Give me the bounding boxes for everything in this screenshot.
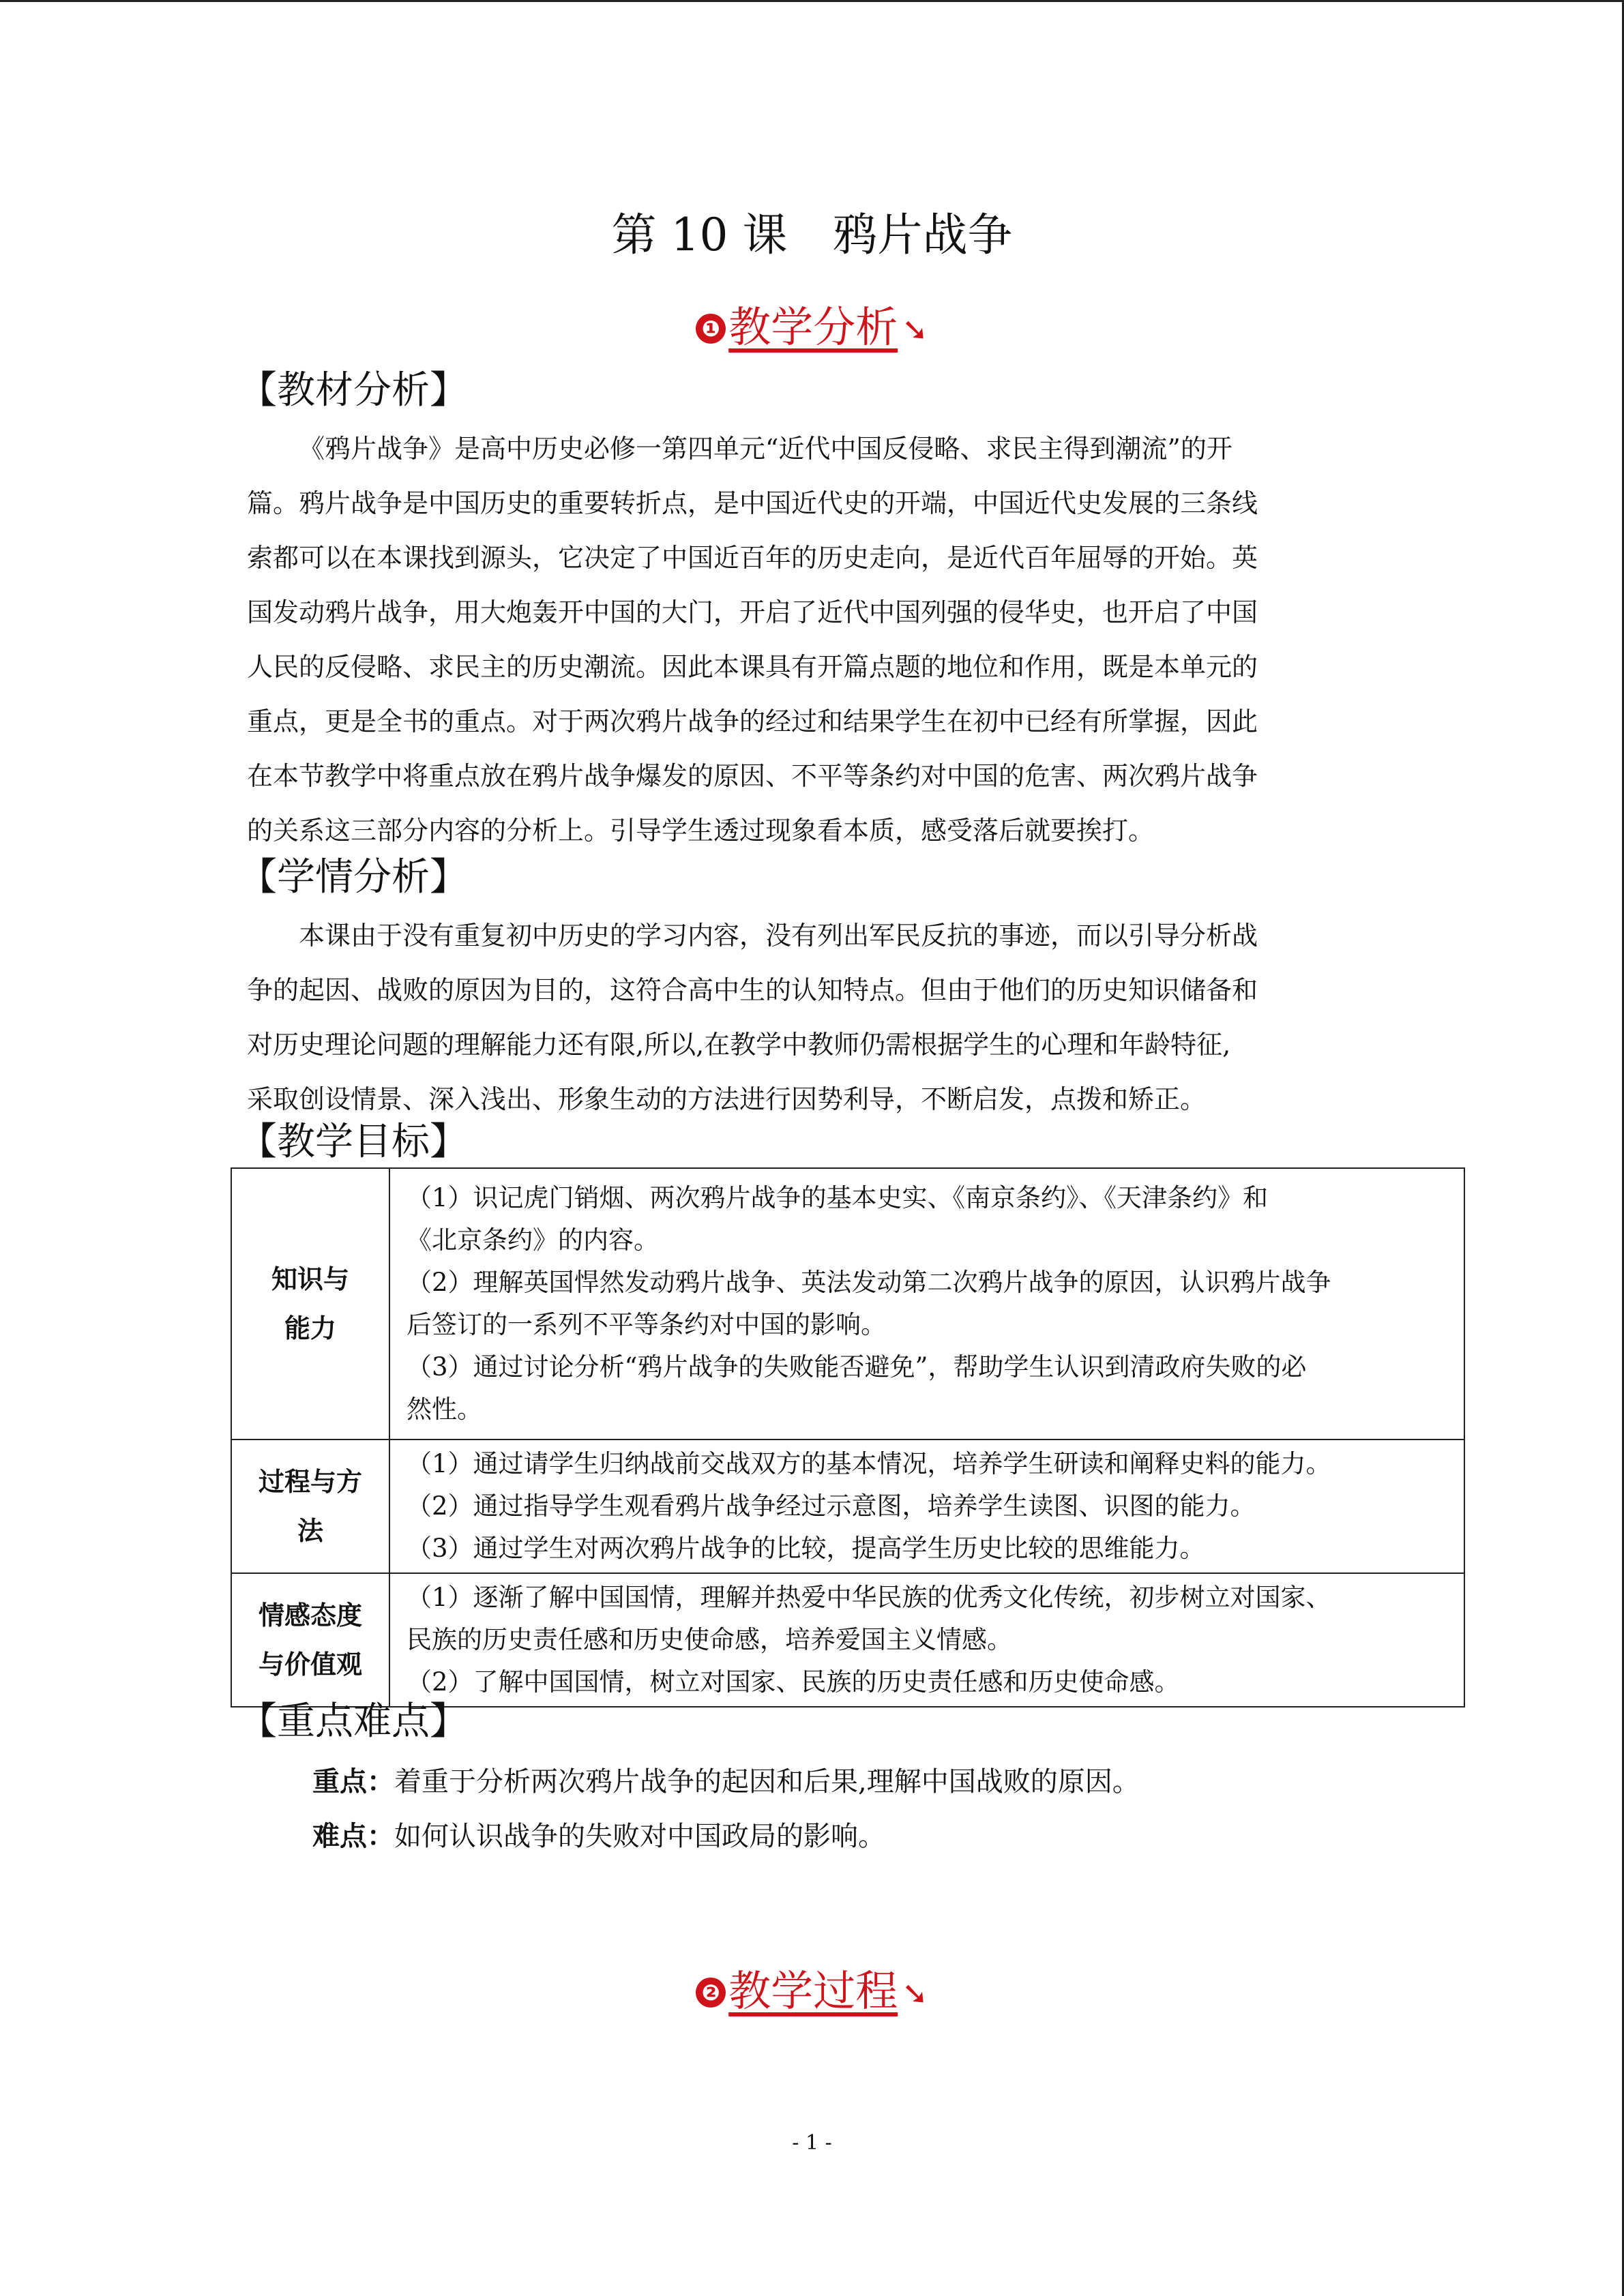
line-text: 采取创设情景、深入浅出、形象生动的方法进行因势利导，不断启发，点拨和矫正。 — [247, 1084, 1207, 1114]
line-text: 《鸦片战争》是高中历史必修一第四单元“近代中国反侵略、求民主得到潮流”的开 — [299, 434, 1232, 464]
difficulty-label: 难点： — [312, 1821, 394, 1852]
goal-line: （2）了解中国国情，树立对国家、民族的历史责任感和历史使命感。 — [407, 1667, 1180, 1697]
heading-goals: 【教学目标】 — [239, 1120, 468, 1164]
category-line: 能力 — [284, 1313, 336, 1343]
number-badge-icon: ❷ — [696, 1978, 726, 2008]
paragraph-line — [247, 640, 1379, 694]
arrow-icon: ➘ — [902, 1975, 928, 2012]
line-text: 国发动鸦片战争，用大炮轰开中国的大门，开启了近代中国列强的侵华史，也开启了中国 — [247, 597, 1258, 627]
goals-category — [231, 1440, 389, 1573]
heading-learner: 【学情分析】 — [239, 855, 468, 899]
goal-line: （3）通过讨论分析“鸦片战争的失败能否避免”，帮助学生认识到清政府失败的必 — [407, 1352, 1307, 1382]
goal-line: （1）识记虎门销烟、两次鸦片战争的基本史实、《南京条约》、《天津条约》和 — [407, 1183, 1269, 1212]
goals-content — [389, 1573, 1464, 1707]
page-border-top — [0, 0, 1624, 2]
focus-label: 重点： — [312, 1766, 394, 1798]
line-text: 篇。鸦片战争是中国历史的重要转折点，是中国近代史的开端，中国近代史发展的三条线 — [247, 488, 1258, 518]
goals-table — [231, 1167, 1465, 1708]
material-paragraph — [247, 421, 1379, 858]
goal-line: （2）理解英国悍然发动鸦片战争、英法发动第二次鸦片战争的原因，认识鸦片战争 — [407, 1268, 1331, 1297]
goal-line: 然性。 — [407, 1395, 482, 1424]
arrow-icon: ➘ — [902, 311, 928, 348]
goals-content — [389, 1168, 1464, 1440]
key-point-difficulty — [312, 1813, 885, 1860]
goals-row-knowledge — [231, 1168, 1464, 1440]
paragraph-line — [247, 531, 1379, 585]
section-label: 教学分析 — [728, 302, 898, 352]
number-badge-icon: ❶ — [696, 314, 726, 344]
goal-line: （3）通过学生对两次鸦片战争的比较，提高学生历史比较的思维能力。 — [407, 1534, 1205, 1563]
section-label: 教学过程 — [728, 1966, 898, 2016]
section-header-process — [0, 1964, 1624, 2021]
line-text: 索都可以在本课找到源头，它决定了中国近百年的历史走向，是近代百年屈辱的开始。英 — [247, 543, 1258, 573]
category-line: 法 — [297, 1516, 323, 1546]
line-text: 争的起因、战败的原因为目的，这符合高中生的认知特点。但由于他们的历史知识储备和 — [247, 975, 1258, 1005]
line-text: 人民的反侵略、求民主的历史潮流。因此本课具有开篇点题的地位和作用，既是本单元的 — [247, 652, 1258, 682]
goals-category — [231, 1573, 389, 1707]
category-line: 情感态度 — [258, 1600, 362, 1630]
key-point-focus — [312, 1758, 1140, 1806]
paragraph-line — [247, 908, 1379, 963]
line-text: 在本节教学中将重点放在鸦片战争爆发的原因、不平等条约对中国的危害、两次鸦片战争 — [247, 761, 1258, 791]
paragraph-line — [247, 585, 1379, 640]
heading-material: 【教材分析】 — [239, 368, 468, 413]
goal-line: 《北京条约》的内容。 — [407, 1225, 659, 1255]
paragraph-line — [247, 749, 1379, 803]
difficulty-text: 如何认识战争的失败对中国政局的影响。 — [394, 1821, 885, 1852]
section-header-analysis — [0, 300, 1624, 357]
line-text: 的关系这三部分内容的分析上。引导学生透过现象看本质，感受落后就要挨打。 — [247, 816, 1155, 846]
goals-category — [231, 1168, 389, 1440]
paragraph-line — [247, 1017, 1379, 1072]
goals-content — [389, 1440, 1464, 1573]
goals-row-process — [231, 1440, 1464, 1573]
goal-line: 后签订的一系列不平等条约对中国的影响。 — [407, 1310, 886, 1339]
focus-text: 着重于分析两次鸦片战争的起因和后果,理解中国战败的原因。 — [394, 1766, 1140, 1798]
learner-paragraph — [247, 908, 1379, 1127]
line-text: 重点，更是全书的重点。对于两次鸦片战争的经过和结果学生在初中已经有所掌握，因此 — [247, 706, 1258, 736]
page-number: - 1 - — [792, 2131, 832, 2155]
goal-line: （2）通过指导学生观看鸦片战争经过示意图，培养学生读图、识图的能力。 — [407, 1491, 1256, 1521]
goal-line: 民族的历史责任感和历史使命感，培养爱国主义情感。 — [407, 1625, 1012, 1654]
line-text: 本课由于没有重复初中历史的学习内容，没有列出军民反抗的事迹，而以引导分析战 — [299, 921, 1258, 951]
paragraph-line — [247, 694, 1379, 749]
category-line: 过程与方 — [258, 1467, 362, 1497]
category-line: 与价值观 — [258, 1650, 362, 1680]
paragraph-line — [247, 963, 1379, 1017]
heading-key-points: 【重点难点】 — [239, 1699, 468, 1744]
paragraph-line — [247, 803, 1379, 858]
paragraph-line — [247, 476, 1379, 531]
goal-line: （1）通过请学生归纳战前交战双方的基本情况，培养学生研读和阐释史料的能力。 — [407, 1449, 1331, 1478]
line-text: 对历史理论问题的理解能力还有限,所以,在教学中教师仍需根据学生的心理和年龄特征, — [247, 1030, 1231, 1060]
goal-line: （1）逐渐了解中国国情，理解并热爱中华民族的优秀文化传统，初步树立对国家、 — [407, 1583, 1331, 1612]
paragraph-line — [247, 421, 1379, 476]
category-line: 知识与 — [271, 1264, 349, 1294]
goals-row-values — [231, 1573, 1464, 1707]
page-title: 第 10 课 鸦片战争 — [611, 209, 1013, 261]
